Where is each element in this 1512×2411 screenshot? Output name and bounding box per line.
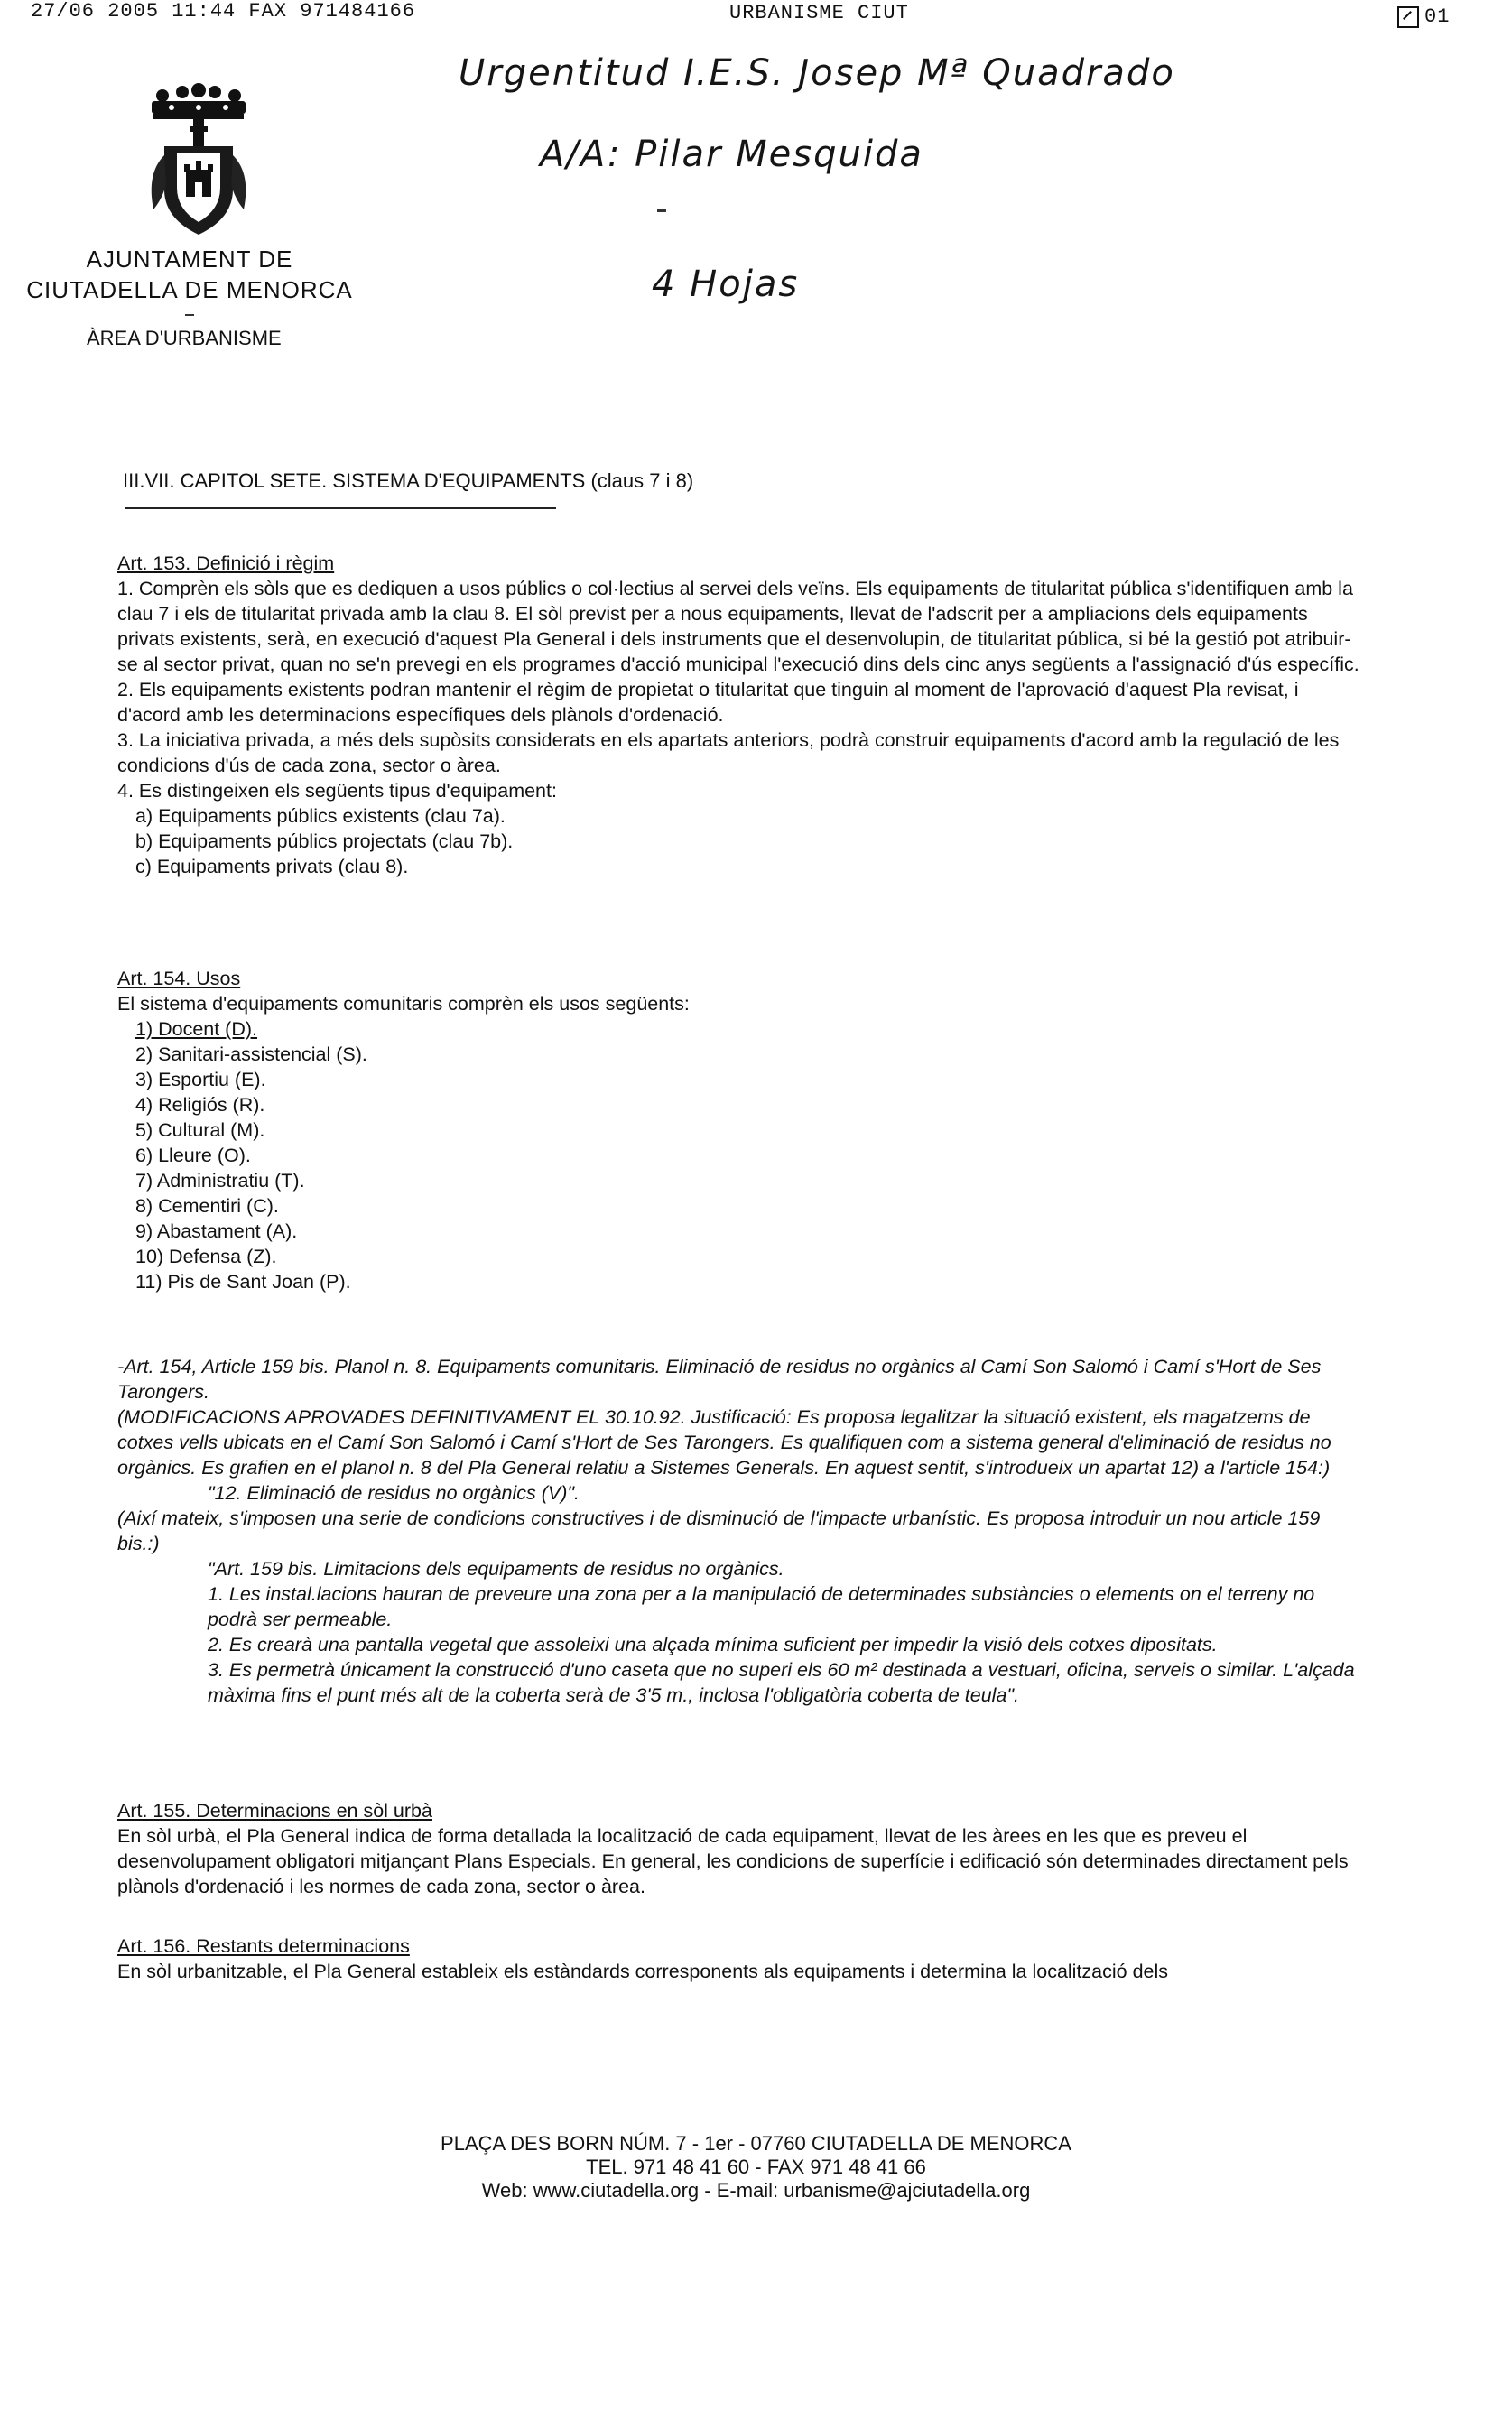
modification-rule: 2. Es crearà una pantalla vegetal que assoleixi una alçada mínima suficient per impedir la visió dels cotxes dipositats.: [208, 1634, 1218, 1655]
list-item: 9) Abastament (A).: [135, 1220, 298, 1242]
handwritten-dash: [657, 209, 666, 212]
article-paragraph: 2. Els equipaments existents podran mantenir el règim de propietat o titularitat que tinguin al moment de l'aprovació d'aquest Pla revisat, i d'acord amb les determinacions específiques dels plànols d'ordenació.: [117, 679, 1299, 726]
list-item: 5) Cultural (M).: [135, 1119, 265, 1141]
list-item: 11) Pis de Sant Joan (P).: [135, 1271, 351, 1293]
handwritten-attention: A/A: Pilar Mesquida: [540, 134, 923, 175]
article-title: Art. 155. Determinacions en sòl urbà: [117, 1800, 432, 1822]
letterhead-dash: [185, 314, 194, 316]
coat-of-arms-logo: [126, 83, 271, 246]
list-item: 3) Esportiu (E).: [135, 1069, 266, 1090]
list-item: c) Equipaments privats (clau 8).: [135, 856, 409, 877]
article-154: [117, 966, 1363, 1294]
article-paragraph: En sòl urbanitzable, el Pla General estableix els estàndards corresponents als equipaments i determina la localització dels: [117, 1961, 1169, 1982]
list-item: 10) Defensa (Z).: [135, 1246, 277, 1267]
fax-page-number: 01: [1424, 5, 1451, 28]
article-title: Art. 154. Usos: [117, 968, 241, 989]
organization-name: [0, 244, 379, 305]
article-title: Art. 153. Definició i règim: [117, 552, 335, 574]
article-153: [117, 551, 1363, 879]
organization-name-line1: AJUNTAMENT DE: [86, 246, 293, 273]
article-155: [117, 1798, 1363, 1899]
modification-rule: 3. Es permetrà únicament la construcció d'uno caseta que no superi els 60 m² destinada a vestuari, oficina, serveis o similar. L'alçada màxima fins el punt més alt de la coberta serà de 3'5 m., inclosa l'obligatòria coberta de teula".: [208, 1659, 1355, 1706]
handwritten-recipient: Urgentitud I.E.S. Josep Mª Quadrado: [459, 52, 1175, 94]
modification-note: (Així mateix, s'imposen una serie de condicions constructives i de disminució de l'impacte urbanístic. Es proposa introduir un nou article 159 bis.:): [117, 1507, 1321, 1554]
fax-header: [0, 0, 1512, 36]
list-item: 1) Docent (D).: [135, 1018, 258, 1040]
list-item: a) Equipaments públics existents (clau 7a).: [135, 805, 506, 827]
footer-web-email: Web: www.ciutadella.org - E-mail: urbanisme@ajciutadella.org: [481, 2179, 1031, 2202]
chapter-title: III.VII. CAPITOL SETE. SISTEMA D'EQUIPAMENTS (claus 7 i 8): [123, 469, 694, 492]
article-paragraph: En sòl urbà, el Pla General indica de forma detallada la localització de cada equipament, llevat de les àrees en les que es preveu el desenvolupament obligatori mitjançant Plans Especials. En general, les condicions de superfície i edificació són determinades directament pels plànols d'ordenació i les normes de cada zona, sector o àrea.: [117, 1825, 1349, 1897]
list-item: b) Equipaments públics projectats (clau 7b).: [135, 830, 514, 852]
footer-address: PLAÇA DES BORN NÚM. 7 - 1er - 07760 CIUTADELLA DE MENORCA: [441, 2132, 1071, 2155]
footer-phone-fax: TEL. 971 48 41 60 - FAX 971 48 41 66: [586, 2156, 926, 2178]
chapter-underline: [125, 507, 556, 509]
article-159-bis-modifications: [117, 1354, 1363, 1708]
organization-name-line2: CIUTADELLA DE MENORCA: [26, 276, 353, 303]
list-item: 4) Religiós (R).: [135, 1094, 265, 1116]
modification-article-title: "Art. 159 bis. Limitacions dels equipaments de residus no orgànics.: [208, 1558, 784, 1580]
modification-heading: -Art. 154, Article 159 bis. Planol n. 8. Equipaments comunitaris. Eliminació de residus no orgànics al Camí Son Salomó i Camí s'Hort de Ses Tarongers.: [117, 1356, 1322, 1403]
article-title: Art. 156. Restants determinacions: [117, 1935, 410, 1957]
article-paragraph: 3. La iniciativa privada, a més dels supòsits considerats en els apartats anteriors, podrà construir equipaments d'acord amb la regulació de les condicions d'ús de cada zona, sector o àrea.: [117, 729, 1340, 776]
list-item: 7) Administratiu (T).: [135, 1170, 305, 1192]
article-156: [117, 1933, 1363, 1984]
modification-new-section: "12. Eliminació de residus no orgànics (V)".: [208, 1482, 580, 1504]
list-item: 2) Sanitari-assistencial (S).: [135, 1043, 367, 1065]
modification-rule: 1. Les instal.lacions hauran de preveure una zona per a la manipulació de determinades substàncies o elements on el terreny no podrà ser permeable.: [208, 1583, 1315, 1630]
fax-page-indicator: [1397, 5, 1450, 28]
article-paragraph: 1. Comprèn els sòls que es dediquen a usos públics o col·lectius al servei dels veïns. Els equipaments de titularitat pública s'identifiquen amb la clau 7 i els de titularitat privada amb la clau 8. El sòl previst per a nous equipaments, llevat de l'adscrit per a ampliacions dels equipaments privats existents, serà, en execució d'aquest Pla General i dels instruments que el desenvolupin, de titularitat pública, si bé la gestió pot atribuir-se al sector privat, quan no se'n prevegi en els programes d'acció municipal l'execució dins dels cinc anys següents a l'assignació d'ús específic.: [117, 578, 1359, 675]
list-item: 8) Cementiri (C).: [135, 1195, 279, 1217]
article-paragraph: 4. Es distingeixen els següents tipus d'equipament:: [117, 780, 557, 802]
department-name: ÀREA D'URBANISME: [87, 327, 282, 349]
letterhead-footer: [271, 2132, 1241, 2202]
fax-date-number: 27/06 2005 11:44 FAX 971484166: [31, 0, 416, 23]
checkbox-icon: [1397, 6, 1419, 28]
handwritten-page-count: 4 Hojas: [652, 264, 800, 305]
modification-justification: (MODIFICACIONS APROVADES DEFINITIVAMENT EL 30.10.92. Justificació: Es proposa legalitzar la situació existent, els magatzems de cotxes vells ubicats en el Camí Son Salomó i Camí s'Hort de Ses Tarongers. Es qualifiquen com a sistema general d'eliminació de residus no orgànics. Es grafien en el planol n. 8 del Pla General relatiu a Sistemes Generals. En aquest sentit, s'introdueix un apartat 12) a l'article 154:): [117, 1406, 1331, 1479]
list-item: 6) Lleure (O).: [135, 1145, 251, 1166]
fax-sender: URBANISME CIUT: [729, 2, 909, 24]
article-paragraph: El sistema d'equipaments comunitaris comprèn els usos següents:: [117, 993, 690, 1015]
